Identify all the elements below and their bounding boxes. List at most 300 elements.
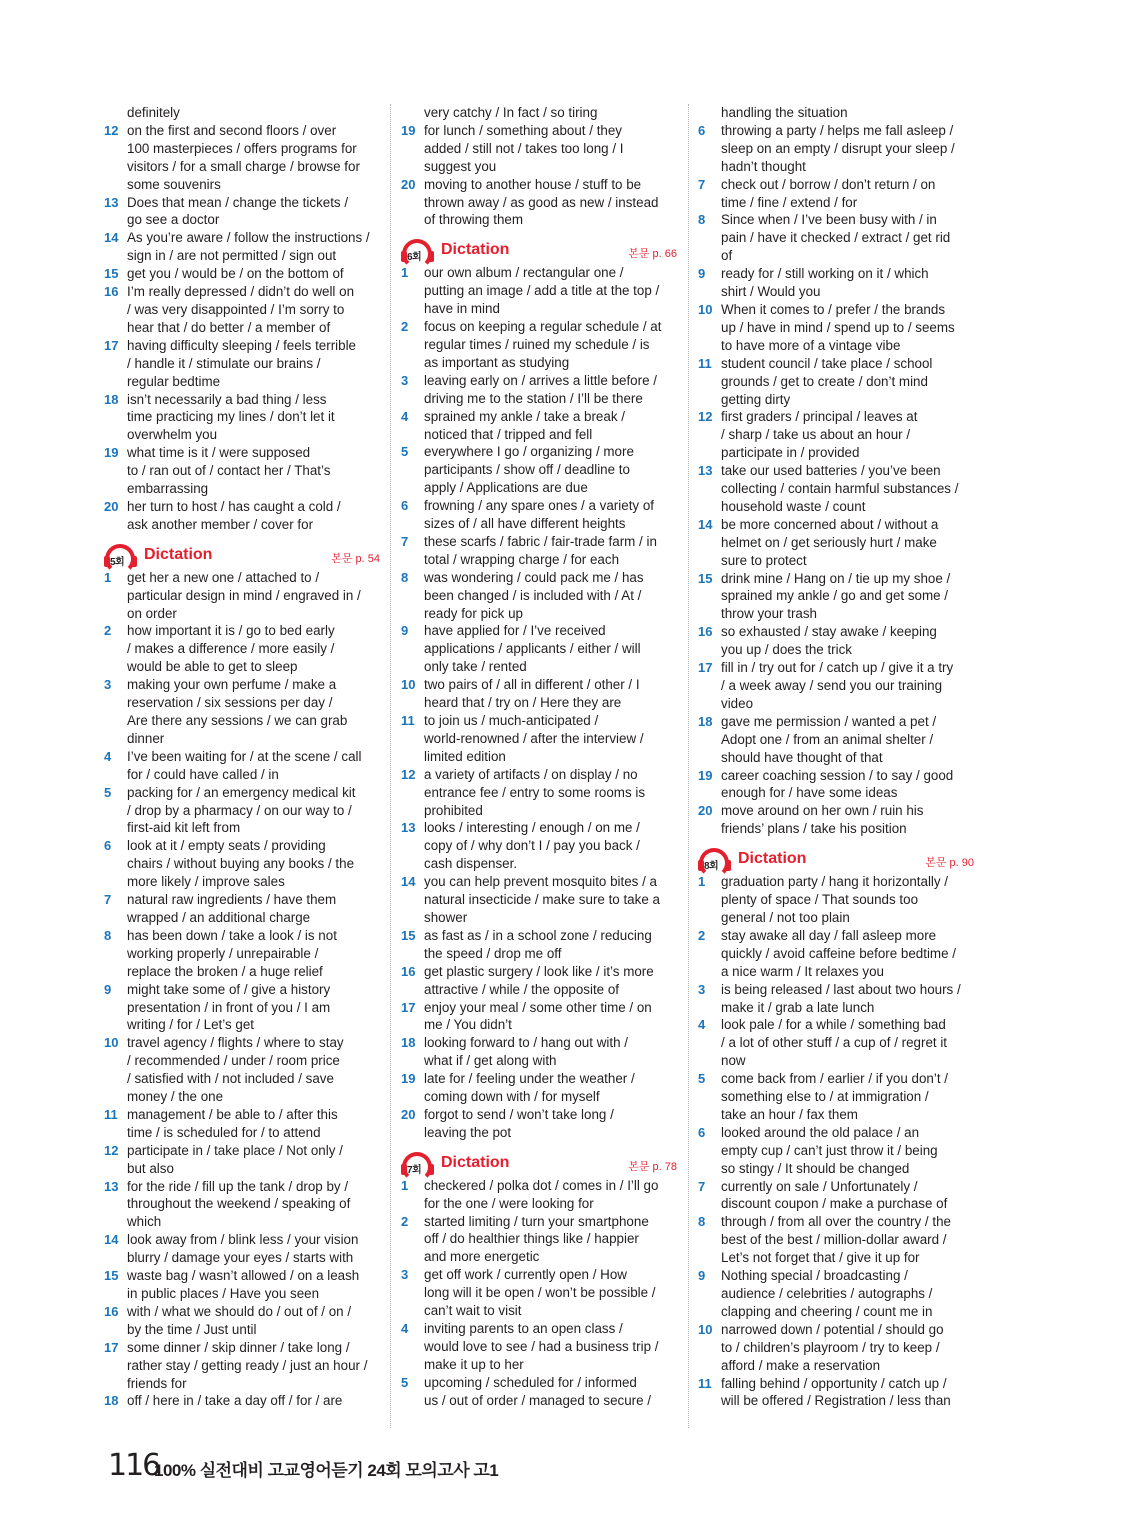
- answer-text: her turn to host / has caught a cold /: [127, 498, 341, 514]
- answer-line: [698, 731, 978, 749]
- answer-line: [104, 873, 384, 891]
- item-number: 17: [401, 999, 416, 1015]
- answer-line: [401, 1052, 681, 1070]
- item-number: 14: [104, 1232, 119, 1248]
- answer-text: throw your trash: [721, 606, 818, 622]
- answer-line: [401, 1338, 681, 1356]
- answer-line: [401, 1374, 681, 1392]
- item-number: 3: [698, 981, 706, 997]
- answer-text: look away from / blink less / your vision: [127, 1232, 359, 1248]
- item-number: 19: [698, 767, 713, 783]
- item-number: 14: [401, 874, 416, 890]
- headphones-icon: [401, 239, 439, 264]
- answer-text: ready for pick up: [424, 605, 523, 621]
- answer-text: noticed that / tripped and fell: [424, 426, 593, 442]
- answer-text: wrapped / an additional charge: [127, 909, 311, 925]
- answer-line: [401, 158, 681, 176]
- answer-list: [698, 104, 978, 838]
- item-number: 1: [104, 569, 112, 585]
- answer-text: / drop by a pharmacy / on our way to /: [127, 802, 352, 818]
- answer-line: [401, 1230, 681, 1248]
- section-title: Dictation: [144, 545, 213, 563]
- answer-text: as important as studying: [424, 354, 570, 370]
- answer-line: [104, 1321, 384, 1339]
- answer-line: [104, 391, 384, 409]
- answer-line: [104, 1178, 384, 1196]
- answer-text: has been down / take a look / is not: [127, 927, 337, 943]
- answer-line: [698, 498, 978, 516]
- answer-text: sizes of / all have different heights: [424, 516, 626, 532]
- item-number: 9: [698, 266, 706, 282]
- answer-text: stay awake all day / fall asleep more: [721, 927, 937, 943]
- answer-list: [401, 104, 681, 229]
- answer-text: particular design in mind / engraved in /: [127, 587, 361, 603]
- answer-line: [104, 1357, 384, 1375]
- answer-text: grounds / get to create / don’t mind: [721, 373, 928, 389]
- answer-line: [698, 1375, 978, 1393]
- answer-text: working properly / unrepairable /: [127, 945, 319, 961]
- answer-line: [401, 336, 681, 354]
- answer-text: now: [721, 1053, 746, 1069]
- answer-line: [698, 283, 978, 301]
- answer-text: Nothing special / broadcasting /: [721, 1268, 908, 1284]
- answer-text: copy of / why don’t I / pay you back /: [424, 838, 640, 854]
- item-number: 5: [698, 1071, 706, 1087]
- answer-text: time / fine / extend / for: [721, 194, 858, 210]
- answer-text: sleep on an empty / disrupt your sleep /: [721, 140, 955, 156]
- answer-line: [401, 1302, 681, 1320]
- answer-text: sprained my ankle / take a break /: [424, 408, 625, 424]
- item-number: 14: [698, 516, 713, 532]
- answer-line: [698, 1070, 978, 1088]
- answer-text: / a week away / send you our training: [721, 678, 943, 693]
- answer-line: [698, 1357, 978, 1375]
- item-number: 18: [104, 1393, 119, 1409]
- answer-line: [104, 1160, 384, 1178]
- answer-text: total / wrapping charge / for each: [424, 551, 620, 567]
- answer-line: [401, 1034, 681, 1052]
- section-header: [698, 848, 978, 873]
- answer-text: definitely: [127, 105, 180, 120]
- answer-line: [698, 695, 978, 713]
- answer-text: natural raw ingredients / have them: [127, 892, 337, 908]
- section-header: [401, 239, 681, 264]
- answer-text: discount coupon / make a purchase of: [721, 1196, 948, 1212]
- item-number: 8: [104, 927, 112, 943]
- answer-text: dinner: [127, 730, 165, 746]
- answer-line: [104, 462, 384, 480]
- answer-line: [401, 1320, 681, 1338]
- item-number: 3: [104, 677, 112, 693]
- section-header: [104, 544, 384, 569]
- answer-line: [698, 767, 978, 785]
- answer-text: leaving the pot: [424, 1124, 512, 1140]
- item-number: 11: [401, 713, 415, 728]
- answer-line: [401, 730, 681, 748]
- item-number: 20: [401, 1106, 416, 1122]
- answer-line: [401, 122, 681, 140]
- answer-line: [104, 1231, 384, 1249]
- answer-text: added / still not / takes too long / I: [424, 140, 624, 156]
- answer-text: frowning / any spare ones / a variety of: [424, 498, 654, 514]
- answer-text: by the time / Just until: [127, 1321, 257, 1337]
- answer-line: [401, 282, 681, 300]
- answer-line: [698, 552, 978, 570]
- answer-line: [401, 587, 681, 605]
- answer-text: household waste / count: [721, 498, 866, 514]
- answer-text: 100 masterpieces / offers programs for: [127, 140, 357, 156]
- answer-line: [104, 140, 384, 158]
- item-number: 6: [698, 122, 706, 138]
- answer-line: [401, 1195, 681, 1213]
- answer-text: get off work / currently open / How: [424, 1267, 627, 1283]
- answer-text: to / ran out of / contact her / That’s: [127, 463, 331, 479]
- answer-text: / makes a difference / more easily /: [127, 641, 335, 657]
- answer-line: [698, 1285, 978, 1303]
- answer-line: [401, 390, 681, 408]
- answer-line: [104, 712, 384, 730]
- answer-line: [401, 1177, 681, 1195]
- item-number: 4: [104, 748, 112, 764]
- answer-text: to / children’s playroom / try to keep /: [721, 1339, 940, 1355]
- answer-text: get her a new one / attached to /: [127, 569, 320, 585]
- answer-line: [698, 265, 978, 283]
- answer-line: [104, 730, 384, 748]
- item-number: 2: [401, 319, 409, 335]
- answer-text: some dinner / skip dinner / take long /: [127, 1339, 350, 1355]
- answer-line: [104, 480, 384, 498]
- answer-line: [698, 1321, 978, 1339]
- answer-text: attractive / while / the opposite of: [424, 981, 620, 997]
- answer-line: [401, 533, 681, 551]
- answer-text: come back from / earlier / if you don’t /: [721, 1071, 948, 1087]
- answer-text: fill in / try out for / catch up / give it a try: [721, 660, 954, 676]
- answer-line: [401, 1356, 681, 1374]
- answer-line: [104, 1249, 384, 1267]
- headphones-icon: [104, 544, 142, 566]
- item-number: 3: [401, 372, 409, 388]
- answer-line: [698, 1195, 978, 1213]
- answer-line: [104, 999, 384, 1017]
- answer-text: making your own perfume / make a: [127, 677, 337, 693]
- item-number: 14: [104, 230, 119, 246]
- answer-line: [401, 676, 681, 694]
- answer-text: general / not too plain: [721, 909, 850, 925]
- answer-text: drink mine / Hang on / tie up my shoe /: [721, 570, 951, 586]
- item-number: 16: [104, 284, 119, 300]
- answer-text: as fast as / in a school zone / reducing: [424, 927, 652, 943]
- answer-text: apply / Applications are due: [424, 480, 588, 496]
- answer-text: participate in / provided: [721, 445, 860, 461]
- answer-text: so exhausted / stay awake / keeping: [721, 624, 937, 640]
- answer-text: afford / make a reservation: [721, 1357, 881, 1373]
- answer-text: / satisfied with / not included / save: [127, 1071, 334, 1087]
- answer-text: can’t wait to visit: [424, 1303, 522, 1319]
- answer-line: [104, 909, 384, 927]
- answer-line: [104, 373, 384, 391]
- answer-line: [401, 318, 681, 336]
- item-number: 7: [698, 1178, 706, 1194]
- answer-text: falling behind / opportunity / catch up /: [721, 1375, 947, 1391]
- answer-line: [698, 462, 978, 480]
- item-number: 7: [401, 533, 409, 549]
- answer-line: [401, 1106, 681, 1124]
- answer-text: participate in / take place / Not only /: [127, 1142, 343, 1158]
- answer-text: quickly / avoid caffeine before bedtime /: [721, 945, 956, 961]
- answer-text: replace the broken / a huge relief: [127, 963, 323, 979]
- answer-text: video: [721, 695, 754, 711]
- item-number: 11: [104, 1106, 118, 1122]
- answer-text: go see a doctor: [127, 212, 220, 228]
- answer-line: [401, 891, 681, 909]
- item-number: 7: [104, 892, 112, 908]
- answer-line: [104, 981, 384, 999]
- answer-line: [401, 963, 681, 981]
- item-number: 17: [104, 337, 119, 353]
- answer-text: I’ve been waiting for / at the scene / call: [127, 748, 362, 764]
- answer-text: how important it is / go to bed early: [127, 623, 335, 639]
- item-number: 17: [698, 660, 713, 676]
- answer-line: [401, 211, 681, 229]
- answer-line: [698, 641, 978, 659]
- answer-line: [104, 1052, 384, 1070]
- answer-line: [401, 694, 681, 712]
- answer-line: [401, 1070, 681, 1088]
- item-number: 2: [401, 1213, 409, 1229]
- answer-line: [104, 605, 384, 623]
- answer-line: [698, 391, 978, 409]
- answer-line: [104, 658, 384, 676]
- item-number: 13: [104, 194, 119, 210]
- answer-text: what time is it / were supposed: [127, 445, 311, 461]
- answer-line: [698, 301, 978, 319]
- answer-line: [698, 1160, 978, 1178]
- item-number: 6: [698, 1124, 706, 1140]
- answer-line: [401, 784, 681, 802]
- answer-line: [104, 158, 384, 176]
- answer-line: [698, 909, 978, 927]
- answer-line: [104, 229, 384, 247]
- item-number: 16: [401, 963, 416, 979]
- answer-line: [104, 927, 384, 945]
- item-number: 12: [401, 766, 416, 782]
- answer-line: [698, 713, 978, 731]
- answer-list: [104, 569, 384, 1411]
- answer-text: a variety of artifacts / on display / no: [424, 766, 638, 782]
- item-number: 5: [401, 1374, 409, 1390]
- answer-text: currently on sale / Unfortunately /: [721, 1178, 918, 1194]
- answer-line: [698, 677, 978, 695]
- answer-line: [401, 712, 681, 730]
- answer-line: [401, 479, 681, 497]
- answer-text: suggest you: [424, 158, 497, 174]
- answer-line: [104, 1124, 384, 1142]
- answer-text: our own album / rectangular one /: [424, 265, 624, 281]
- answer-line: [104, 855, 384, 873]
- answer-line: [401, 927, 681, 945]
- answer-line: [104, 1267, 384, 1285]
- answer-text: visitors / for a small charge / browse for: [127, 158, 360, 174]
- answer-line: [698, 570, 978, 588]
- answer-text: what if / get along with: [424, 1053, 557, 1069]
- item-number: 6: [401, 498, 409, 514]
- item-number: 20: [698, 803, 713, 819]
- answer-text: / was very disappointed / I’m sorry to: [127, 301, 345, 317]
- answer-text: looked around the old palace / an: [721, 1124, 920, 1140]
- answer-text: in public places / Have you seen: [127, 1286, 320, 1301]
- answer-list: [104, 104, 384, 534]
- answer-line: [698, 963, 978, 981]
- answer-text: pain / have it checked / extract / get rid: [721, 230, 951, 246]
- answer-line: [401, 622, 681, 640]
- answer-text: you can help prevent mosquito bites / a: [424, 874, 657, 890]
- answer-text: would love to see / had a business trip /: [424, 1338, 659, 1354]
- answer-text: make it / grab a late lunch: [721, 999, 875, 1015]
- answer-text: getting dirty: [721, 391, 791, 407]
- answer-text: to join us / much-anticipated /: [424, 713, 599, 728]
- answer-text: handling the situation: [721, 105, 848, 120]
- answer-text: audience / celebrities / autographs /: [721, 1286, 933, 1301]
- answer-line: [401, 194, 681, 212]
- item-number: 13: [401, 820, 416, 836]
- answer-text: long will it be open / won’t be possible /: [424, 1285, 656, 1301]
- answer-text: us / out of order / managed to secure /: [424, 1392, 652, 1408]
- answer-line: [698, 1142, 978, 1160]
- answer-text: on order: [127, 605, 177, 621]
- answer-line: [401, 837, 681, 855]
- answer-line: [401, 551, 681, 569]
- answer-column: [698, 104, 978, 1410]
- headphones-icon: [401, 1152, 439, 1174]
- answer-text: sprained my ankle / go and get some /: [721, 588, 949, 604]
- section-header: [401, 1152, 681, 1177]
- answer-line: [104, 1392, 384, 1410]
- answer-line: [698, 426, 978, 444]
- answer-list: [401, 1177, 681, 1410]
- answer-line: [698, 534, 978, 552]
- item-number: 13: [104, 1178, 119, 1194]
- answer-line: [104, 802, 384, 820]
- answer-line: [698, 516, 978, 534]
- answer-line: [104, 516, 384, 534]
- answer-text: plenty of space / That sounds too: [721, 892, 919, 908]
- answer-text: world-renowned / after the interview /: [424, 730, 644, 746]
- item-number: 10: [104, 1035, 119, 1051]
- answer-text: late for / feeling under the weather /: [424, 1071, 635, 1087]
- answer-text: career coaching session / to say / good: [721, 767, 954, 783]
- answer-line: [104, 1106, 384, 1124]
- answer-text: leaving early on / arrives a little before /: [424, 372, 657, 388]
- answer-text: / recommended / under / room price: [127, 1053, 340, 1069]
- answer-line: [401, 658, 681, 676]
- answer-line: [401, 748, 681, 766]
- answer-line: [401, 1266, 681, 1284]
- answer-line: [698, 229, 978, 247]
- answer-line: [698, 337, 978, 355]
- answer-line: [698, 999, 978, 1017]
- answer-text: be more concerned about / without a: [721, 516, 939, 532]
- answer-line: [401, 855, 681, 873]
- answer-text: for / could have called / in: [127, 766, 279, 782]
- answer-line: [698, 820, 978, 838]
- item-number: 18: [401, 1035, 416, 1051]
- answer-text: for the one / were looking for: [424, 1195, 594, 1211]
- answer-line: [698, 1088, 978, 1106]
- answer-text: applications / applicants / either / will: [424, 641, 641, 657]
- answer-line: [104, 247, 384, 265]
- answer-text: helmet on / get seriously hurt / make: [721, 534, 937, 550]
- item-number: 10: [401, 677, 416, 693]
- answer-text: regular times / ruined my schedule / is: [424, 336, 650, 352]
- answer-line: [104, 176, 384, 194]
- answer-text: thrown away / as good as new / instead: [424, 194, 659, 210]
- answer-text: regular bedtime: [127, 373, 221, 389]
- answer-text: embarrassing: [127, 481, 209, 497]
- answer-line: [401, 408, 681, 426]
- answer-line: [401, 461, 681, 479]
- item-number: 15: [104, 266, 119, 282]
- answer-text: travel agency / flights / where to stay: [127, 1035, 344, 1051]
- answer-text: throwing a party / helps me fall asleep /: [721, 122, 954, 138]
- answer-line: [401, 1248, 681, 1266]
- column-divider: [688, 104, 689, 1428]
- answer-line: [401, 1284, 681, 1302]
- answer-line: [104, 1034, 384, 1052]
- round-label: 5회: [110, 556, 125, 568]
- answer-line: [104, 194, 384, 212]
- answer-line: [698, 122, 978, 140]
- answer-line: [698, 176, 978, 194]
- answer-line: [698, 1213, 978, 1231]
- answer-line: [401, 981, 681, 999]
- answer-line: [698, 749, 978, 767]
- item-number: 10: [698, 1321, 713, 1337]
- answer-text: have applied for / I’ve received: [424, 623, 606, 639]
- answer-text: up / have in mind / spend up to / seems: [721, 319, 955, 335]
- answer-column: [104, 104, 384, 1410]
- answer-text: / handle it / stimulate our brains /: [127, 355, 321, 371]
- answer-line: [401, 569, 681, 587]
- item-number: 8: [401, 569, 409, 585]
- answer-line: [698, 408, 978, 426]
- item-number: 12: [104, 1142, 119, 1158]
- answer-text: ready for / still working on it / which: [721, 266, 929, 282]
- answer-text: will be offered / Registration / less than: [721, 1393, 951, 1409]
- item-number: 3: [401, 1267, 409, 1283]
- answer-text: Are there any sessions / we can grab: [127, 713, 348, 728]
- answer-text: shower: [424, 909, 468, 925]
- item-number: 16: [698, 624, 713, 640]
- answer-text: off / do healthier things like / happier: [424, 1231, 639, 1247]
- answer-line: [104, 891, 384, 909]
- answer-text: Let’s not forget that / give it up for: [721, 1250, 920, 1266]
- answer-text: take an hour / fax them: [721, 1106, 858, 1122]
- answer-line: [401, 176, 681, 194]
- answer-text: for lunch / something about / they: [424, 122, 623, 138]
- answer-line: [698, 623, 978, 641]
- answer-text: graduation party / hang it horizontally /: [721, 874, 949, 890]
- answer-line: [698, 1052, 978, 1070]
- answer-line: [104, 1070, 384, 1088]
- answer-text: participants / show off / deadline to: [424, 462, 630, 478]
- answer-text: make it up to her: [424, 1356, 524, 1372]
- answer-line: [401, 497, 681, 515]
- answer-line: [401, 605, 681, 623]
- answer-line: [698, 1249, 978, 1267]
- answer-text: packing for / an emergency medical kit: [127, 784, 356, 800]
- answer-text: looks / interesting / enough / on me /: [424, 820, 640, 836]
- answer-line: [401, 640, 681, 658]
